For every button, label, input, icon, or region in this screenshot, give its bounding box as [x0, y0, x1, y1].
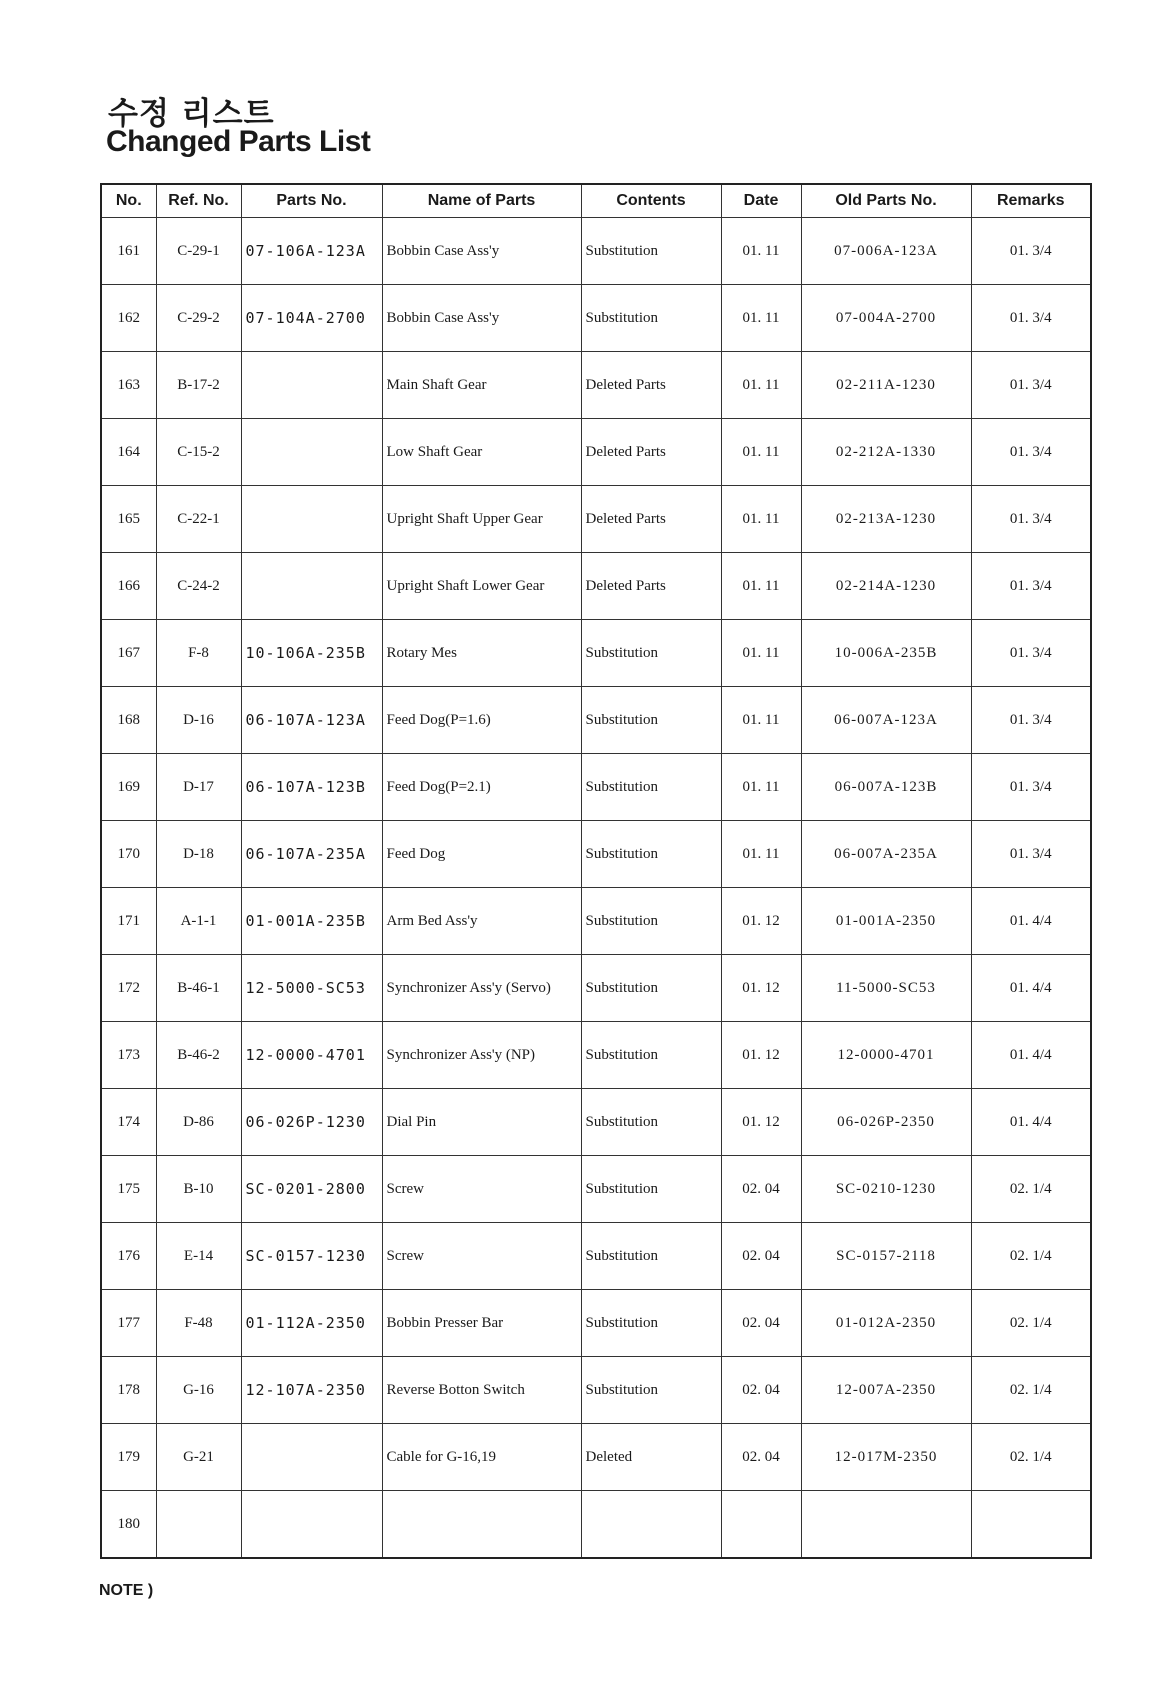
- cell-no: 178: [101, 1357, 156, 1424]
- table-row: [101, 1022, 1091, 1089]
- cell-ref-no: D-17: [156, 754, 241, 821]
- cell-remarks: 01. 3/4: [971, 486, 1091, 553]
- cell-remarks: 01. 3/4: [971, 352, 1091, 419]
- cell-no: 162: [101, 285, 156, 352]
- cell-contents: Substitution: [581, 218, 721, 285]
- cell-parts-no: [241, 1424, 382, 1491]
- cell-date: 01. 11: [721, 553, 801, 620]
- column-header-remarks: Remarks: [971, 184, 1091, 218]
- cell-contents: Substitution: [581, 1357, 721, 1424]
- table-row: [101, 285, 1091, 352]
- cell-old-parts-no: 06-007A-235A: [801, 821, 971, 888]
- cell-parts-no: [241, 1491, 382, 1559]
- cell-date: 01. 11: [721, 218, 801, 285]
- cell-no: 164: [101, 419, 156, 486]
- cell-remarks: 01. 3/4: [971, 620, 1091, 687]
- cell-remarks: 01. 3/4: [971, 285, 1091, 352]
- cell-old-parts-no: 01-012A-2350: [801, 1290, 971, 1357]
- cell-parts-no: 12-0000-4701: [241, 1022, 382, 1089]
- cell-parts-no: [241, 553, 382, 620]
- table-header-row: [101, 184, 1091, 218]
- cell-ref-no: D-18: [156, 821, 241, 888]
- cell-remarks: 01. 4/4: [971, 1089, 1091, 1156]
- cell-date: 01. 12: [721, 1022, 801, 1089]
- cell-name-of-parts: Upright Shaft Upper Gear: [382, 486, 581, 553]
- cell-contents: Deleted: [581, 1424, 721, 1491]
- cell-date: 01. 11: [721, 486, 801, 553]
- cell-parts-no: 06-107A-123A: [241, 687, 382, 754]
- cell-old-parts-no: 12-017M-2350: [801, 1424, 971, 1491]
- cell-remarks: 01. 3/4: [971, 419, 1091, 486]
- cell-name-of-parts: Reverse Botton Switch: [382, 1357, 581, 1424]
- cell-parts-no: [241, 352, 382, 419]
- cell-date: 01. 12: [721, 888, 801, 955]
- table-row: [101, 620, 1091, 687]
- table-row: [101, 218, 1091, 285]
- cell-no: 172: [101, 955, 156, 1022]
- cell-date: 01. 11: [721, 620, 801, 687]
- cell-name-of-parts: Bobbin Presser Bar: [382, 1290, 581, 1357]
- cell-name-of-parts: Dial Pin: [382, 1089, 581, 1156]
- cell-contents: Deleted Parts: [581, 486, 721, 553]
- cell-no: 173: [101, 1022, 156, 1089]
- cell-old-parts-no: 12-0000-4701: [801, 1022, 971, 1089]
- cell-ref-no: G-16: [156, 1357, 241, 1424]
- cell-no: 168: [101, 687, 156, 754]
- cell-contents: Substitution: [581, 1089, 721, 1156]
- cell-no: 167: [101, 620, 156, 687]
- cell-date: 01. 11: [721, 821, 801, 888]
- cell-parts-no: 12-5000-SC53: [241, 955, 382, 1022]
- cell-old-parts-no: 06-007A-123A: [801, 687, 971, 754]
- cell-old-parts-no: 02-213A-1230: [801, 486, 971, 553]
- cell-name-of-parts: Cable for G-16,19: [382, 1424, 581, 1491]
- cell-parts-no: 06-026P-1230: [241, 1089, 382, 1156]
- cell-parts-no: SC-0157-1230: [241, 1223, 382, 1290]
- table-row: [101, 888, 1091, 955]
- cell-no: 163: [101, 352, 156, 419]
- cell-date: 02. 04: [721, 1223, 801, 1290]
- cell-parts-no: 07-106A-123A: [241, 218, 382, 285]
- cell-date: 02. 04: [721, 1424, 801, 1491]
- cell-contents: Substitution: [581, 955, 721, 1022]
- cell-remarks: 01. 3/4: [971, 821, 1091, 888]
- table-row: [101, 419, 1091, 486]
- changed-parts-table: [100, 183, 1092, 1559]
- cell-ref-no: F-48: [156, 1290, 241, 1357]
- cell-date: 01. 11: [721, 285, 801, 352]
- cell-date: 01. 11: [721, 687, 801, 754]
- cell-no: 170: [101, 821, 156, 888]
- cell-parts-no: 01-001A-235B: [241, 888, 382, 955]
- cell-old-parts-no: 10-006A-235B: [801, 620, 971, 687]
- cell-no: 180: [101, 1491, 156, 1559]
- cell-contents: Substitution: [581, 754, 721, 821]
- cell-ref-no: D-16: [156, 687, 241, 754]
- cell-date: 01. 11: [721, 419, 801, 486]
- cell-ref-no: C-29-1: [156, 218, 241, 285]
- cell-name-of-parts: Feed Dog(P=2.1): [382, 754, 581, 821]
- cell-name-of-parts: Arm Bed Ass'y: [382, 888, 581, 955]
- table-row: [101, 553, 1091, 620]
- cell-contents: Substitution: [581, 1290, 721, 1357]
- column-header-parts-no: Parts No.: [241, 184, 382, 218]
- cell-parts-no: 06-107A-123B: [241, 754, 382, 821]
- table-row: [101, 1223, 1091, 1290]
- column-header-date: Date: [721, 184, 801, 218]
- cell-old-parts-no: 07-006A-123A: [801, 218, 971, 285]
- cell-date: [721, 1491, 801, 1559]
- cell-parts-no: 07-104A-2700: [241, 285, 382, 352]
- cell-old-parts-no: 02-212A-1330: [801, 419, 971, 486]
- cell-remarks: 02. 1/4: [971, 1290, 1091, 1357]
- cell-remarks: 01. 4/4: [971, 1022, 1091, 1089]
- cell-date: 01. 11: [721, 754, 801, 821]
- cell-name-of-parts: Feed Dog: [382, 821, 581, 888]
- cell-parts-no: [241, 419, 382, 486]
- cell-ref-no: D-86: [156, 1089, 241, 1156]
- cell-no: 175: [101, 1156, 156, 1223]
- cell-ref-no: C-24-2: [156, 553, 241, 620]
- cell-parts-no: 10-106A-235B: [241, 620, 382, 687]
- cell-ref-no: E-14: [156, 1223, 241, 1290]
- column-header-contents: Contents: [581, 184, 721, 218]
- table-row: [101, 1290, 1091, 1357]
- cell-old-parts-no: 01-001A-2350: [801, 888, 971, 955]
- table-row: [101, 1089, 1091, 1156]
- cell-remarks: 02. 1/4: [971, 1424, 1091, 1491]
- cell-contents: Substitution: [581, 1022, 721, 1089]
- cell-date: 02. 04: [721, 1156, 801, 1223]
- cell-date: 01. 12: [721, 1089, 801, 1156]
- cell-remarks: 01. 4/4: [971, 955, 1091, 1022]
- cell-old-parts-no: 12-007A-2350: [801, 1357, 971, 1424]
- cell-old-parts-no: 02-214A-1230: [801, 553, 971, 620]
- cell-ref-no: C-29-2: [156, 285, 241, 352]
- page-title: Changed Parts List: [106, 125, 371, 158]
- cell-no: 169: [101, 754, 156, 821]
- cell-contents: Deleted Parts: [581, 352, 721, 419]
- cell-name-of-parts: Main Shaft Gear: [382, 352, 581, 419]
- cell-remarks: 01. 4/4: [971, 888, 1091, 955]
- cell-ref-no: [156, 1491, 241, 1559]
- cell-no: 179: [101, 1424, 156, 1491]
- cell-old-parts-no: 07-004A-2700: [801, 285, 971, 352]
- cell-ref-no: B-46-1: [156, 955, 241, 1022]
- cell-name-of-parts: Screw: [382, 1156, 581, 1223]
- cell-name-of-parts: Bobbin Case Ass'y: [382, 218, 581, 285]
- cell-date: 01. 11: [721, 352, 801, 419]
- cell-name-of-parts: Bobbin Case Ass'y: [382, 285, 581, 352]
- cell-contents: Substitution: [581, 620, 721, 687]
- cell-parts-no: 01-112A-2350: [241, 1290, 382, 1357]
- table-row: [101, 1156, 1091, 1223]
- cell-no: 177: [101, 1290, 156, 1357]
- cell-no: 165: [101, 486, 156, 553]
- cell-name-of-parts: Synchronizer Ass'y (Servo): [382, 955, 581, 1022]
- cell-contents: Deleted Parts: [581, 419, 721, 486]
- table-row: [101, 352, 1091, 419]
- cell-contents: Substitution: [581, 821, 721, 888]
- cell-old-parts-no: 06-007A-123B: [801, 754, 971, 821]
- cell-contents: Substitution: [581, 687, 721, 754]
- cell-parts-no: 06-107A-235A: [241, 821, 382, 888]
- table-row: [101, 1357, 1091, 1424]
- cell-date: 01. 12: [721, 955, 801, 1022]
- cell-remarks: 02. 1/4: [971, 1357, 1091, 1424]
- cell-name-of-parts: Upright Shaft Lower Gear: [382, 553, 581, 620]
- cell-remarks: 01. 3/4: [971, 218, 1091, 285]
- cell-ref-no: B-46-2: [156, 1022, 241, 1089]
- column-header-old-parts-no: Old Parts No.: [801, 184, 971, 218]
- cell-contents: Substitution: [581, 1223, 721, 1290]
- cell-old-parts-no: [801, 1491, 971, 1559]
- cell-remarks: [971, 1491, 1091, 1559]
- table-row: [101, 486, 1091, 553]
- cell-contents: [581, 1491, 721, 1559]
- column-header-name-of-parts: Name of Parts: [382, 184, 581, 218]
- cell-ref-no: F-8: [156, 620, 241, 687]
- cell-ref-no: B-10: [156, 1156, 241, 1223]
- cell-no: 171: [101, 888, 156, 955]
- cell-date: 02. 04: [721, 1290, 801, 1357]
- cell-name-of-parts: Synchronizer Ass'y (NP): [382, 1022, 581, 1089]
- cell-old-parts-no: 11-5000-SC53: [801, 955, 971, 1022]
- cell-contents: Substitution: [581, 285, 721, 352]
- cell-parts-no: 12-107A-2350: [241, 1357, 382, 1424]
- cell-contents: Deleted Parts: [581, 553, 721, 620]
- cell-remarks: 01. 3/4: [971, 553, 1091, 620]
- cell-ref-no: G-21: [156, 1424, 241, 1491]
- table-row: [101, 687, 1091, 754]
- cell-old-parts-no: SC-0210-1230: [801, 1156, 971, 1223]
- page-title-korean: 수정 리스트: [108, 96, 275, 132]
- column-header-no: No.: [101, 184, 156, 218]
- table-row: [101, 955, 1091, 1022]
- cell-old-parts-no: 06-026P-2350: [801, 1089, 971, 1156]
- cell-contents: Substitution: [581, 888, 721, 955]
- cell-remarks: 01. 3/4: [971, 754, 1091, 821]
- cell-old-parts-no: SC-0157-2118: [801, 1223, 971, 1290]
- cell-no: 174: [101, 1089, 156, 1156]
- cell-parts-no: SC-0201-2800: [241, 1156, 382, 1223]
- cell-remarks: 02. 1/4: [971, 1223, 1091, 1290]
- table-row: [101, 1424, 1091, 1491]
- cell-ref-no: C-15-2: [156, 419, 241, 486]
- cell-name-of-parts: Rotary Mes: [382, 620, 581, 687]
- cell-contents: Substitution: [581, 1156, 721, 1223]
- cell-parts-no: [241, 486, 382, 553]
- column-header-ref-no: Ref. No.: [156, 184, 241, 218]
- cell-name-of-parts: [382, 1491, 581, 1559]
- cell-old-parts-no: 02-211A-1230: [801, 352, 971, 419]
- table-row: [101, 754, 1091, 821]
- cell-name-of-parts: Low Shaft Gear: [382, 419, 581, 486]
- cell-no: 166: [101, 553, 156, 620]
- table-row: [101, 1491, 1091, 1559]
- cell-no: 176: [101, 1223, 156, 1290]
- cell-ref-no: C-22-1: [156, 486, 241, 553]
- cell-date: 02. 04: [721, 1357, 801, 1424]
- cell-ref-no: A-1-1: [156, 888, 241, 955]
- cell-name-of-parts: Screw: [382, 1223, 581, 1290]
- cell-remarks: 01. 3/4: [971, 687, 1091, 754]
- table-row: [101, 821, 1091, 888]
- note-label: NOTE ): [99, 1582, 154, 1599]
- cell-ref-no: B-17-2: [156, 352, 241, 419]
- cell-remarks: 02. 1/4: [971, 1156, 1091, 1223]
- cell-name-of-parts: Feed Dog(P=1.6): [382, 687, 581, 754]
- cell-no: 161: [101, 218, 156, 285]
